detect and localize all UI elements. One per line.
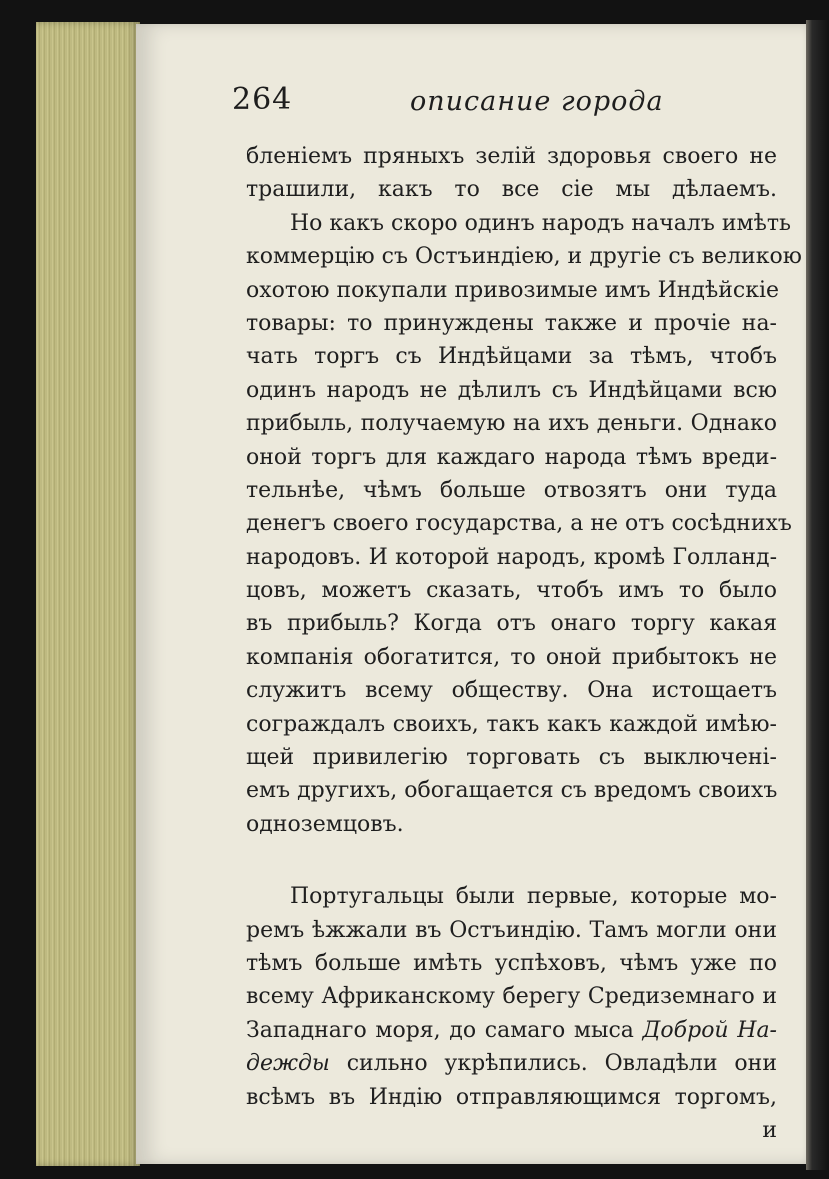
italic-text-run: Доброй На- (642, 1017, 777, 1043)
text-line (246, 507, 792, 540)
book-binding-edge (806, 20, 829, 1170)
book-page-edges (36, 22, 140, 1166)
text-line (246, 574, 777, 607)
text-run: чать торгъ съ Индѣйцами за тѣмъ, чтобъ (246, 344, 777, 370)
text-line (246, 1047, 777, 1080)
text-line (246, 708, 777, 741)
text-run: сограждалъ своихъ, такъ какъ каждой имѣю- (246, 711, 777, 737)
text-line (246, 1081, 777, 1114)
text-line (246, 474, 777, 507)
text-run: Но какъ скоро одинъ народъ началъ имѣть (290, 210, 792, 236)
text-line (246, 340, 777, 373)
text-run: емъ другихъ, обогащается съ вредомъ своихъ (246, 778, 778, 804)
text-line (246, 441, 777, 474)
text-run: трашили, какъ то все сіе мы дѣлаемъ. (246, 177, 777, 203)
text-run: въ прибыль? Когда отъ онаго торгу какая (246, 611, 777, 637)
text-line (246, 914, 777, 947)
text-run: тѣмъ больше имѣть успѣховъ, чѣмъ уже по (246, 950, 777, 976)
text-line (246, 808, 777, 841)
text-line (246, 374, 777, 407)
text-run: служитъ всему обществу. Она истощаетъ (246, 678, 777, 704)
text-line (246, 274, 780, 307)
running-head: описание города (410, 86, 664, 117)
page-number: 264 (232, 82, 293, 117)
text-line (246, 880, 777, 913)
text-run: коммерцію съ Остъиндіею, и другіе съ великою (246, 244, 802, 270)
text-line (246, 607, 777, 640)
text-line (246, 207, 792, 240)
text-run: прибыль, получаемую на ихъ деньги. Однако (246, 411, 777, 437)
italic-text-run: дежды (246, 1051, 330, 1077)
text-line (246, 173, 777, 206)
catchword: и (762, 1117, 777, 1143)
text-line (246, 407, 777, 440)
text-run: щей привилегію торговать съ выключені- (246, 745, 777, 771)
text-run: всему Африканскому берегу Средиземнаго и (246, 984, 777, 1010)
text-line (246, 140, 777, 173)
text-run: Западнаго моря, до самаго мыса (246, 1017, 643, 1043)
text-run: денегъ своего государства, а не отъ сосѣднихъ (246, 511, 792, 537)
paragraph-1 (246, 140, 777, 207)
text-run: всѣмъ въ Индію отправляющимся торгомъ, (246, 1084, 777, 1110)
paragraph-2 (246, 207, 802, 841)
text-line (246, 741, 777, 774)
text-run: охотою покупали привозимые имъ Индѣйскіе (246, 277, 780, 303)
text-line (246, 307, 777, 340)
text-run: бленіемъ пряныхъ зелій здоровья своего не (246, 144, 777, 169)
text-run: компанія обогатится, то оной прибытокъ не (246, 644, 777, 670)
text-line (246, 674, 777, 707)
text-line (246, 774, 777, 807)
paragraph-3 (246, 880, 777, 1147)
text-line (246, 641, 777, 674)
text-run: Португальцы были первые, которые мо- (290, 884, 777, 910)
text-run: одинъ народъ не дѣлилъ съ Индѣйцами всю (246, 377, 777, 403)
text-line (246, 980, 777, 1013)
text-line (246, 1014, 777, 1047)
text-run: одноземцовъ. (246, 811, 404, 837)
text-line (246, 240, 802, 273)
text-run: народовъ. И которой народъ, кромѣ Голланд- (246, 544, 777, 570)
text-line (246, 947, 777, 980)
paragraph-spacer (246, 841, 777, 880)
text-line (246, 541, 777, 574)
text-run: товары: то принуждены также и прочіе на- (246, 310, 777, 336)
catchword-line (246, 1114, 777, 1147)
text-run: тельнѣе, чѣмъ больше отвозятъ они туда (246, 477, 777, 503)
text-run: оной торгъ для каждаго народа тѣмъ вреди- (246, 444, 777, 470)
text-run: сильно укрѣпились. Овладѣли они (329, 1051, 777, 1077)
text-run: цовъ, можетъ сказать, чтобъ имъ то было (246, 578, 777, 604)
text-run: ремъ ѣжжали въ Остъиндію. Тамъ могли они (246, 917, 777, 943)
body-text (246, 140, 802, 1147)
